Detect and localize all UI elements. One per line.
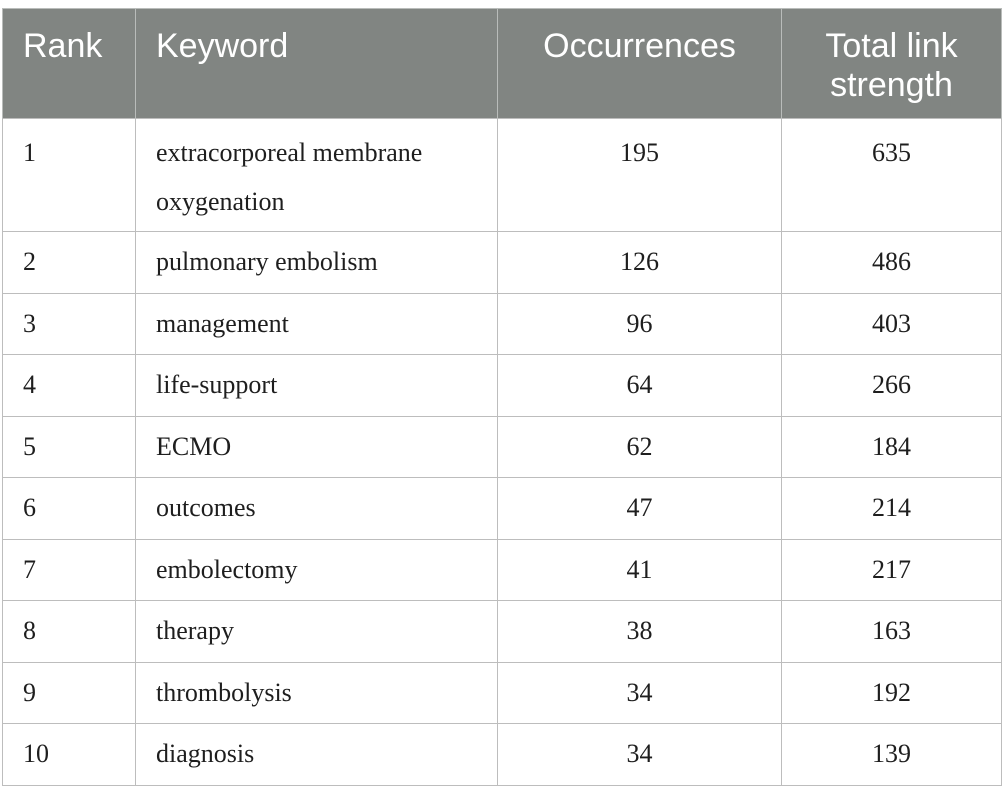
cell-total-link-strength: 139 <box>782 724 1002 786</box>
table-row <box>3 416 1002 478</box>
cell-occurrences: 126 <box>498 232 782 294</box>
cell-occurrences: 34 <box>498 724 782 786</box>
table-row <box>3 355 1002 417</box>
cell-total-link-strength: 163 <box>782 601 1002 663</box>
cell-total-link-strength: 486 <box>782 232 1002 294</box>
cell-keyword: embolectomy <box>136 539 498 601</box>
cell-total-link-strength: 184 <box>782 416 1002 478</box>
cell-total-link-strength: 214 <box>782 478 1002 540</box>
cell-keyword: life-support <box>136 355 498 417</box>
cell-occurrences: 64 <box>498 355 782 417</box>
cell-rank: 9 <box>3 662 136 724</box>
cell-occurrences: 47 <box>498 478 782 540</box>
cell-rank: 2 <box>3 232 136 294</box>
table-header <box>3 9 1002 119</box>
cell-occurrences: 34 <box>498 662 782 724</box>
cell-keyword: ECMO <box>136 416 498 478</box>
cell-total-link-strength: 217 <box>782 539 1002 601</box>
table-row <box>3 724 1002 786</box>
cell-occurrences: 41 <box>498 539 782 601</box>
cell-occurrences: 96 <box>498 293 782 355</box>
cell-keyword: therapy <box>136 601 498 663</box>
cell-rank: 7 <box>3 539 136 601</box>
keyword-table <box>2 8 1002 786</box>
cell-keyword: pulmonary embolism <box>136 232 498 294</box>
table-row <box>3 293 1002 355</box>
table-row <box>3 601 1002 663</box>
table-row <box>3 119 1002 232</box>
cell-occurrences: 62 <box>498 416 782 478</box>
cell-keyword: thrombolysis <box>136 662 498 724</box>
cell-total-link-strength: 266 <box>782 355 1002 417</box>
cell-rank: 10 <box>3 724 136 786</box>
header-keyword: Keyword <box>136 9 498 119</box>
table-row <box>3 478 1002 540</box>
cell-occurrences: 38 <box>498 601 782 663</box>
header-row <box>3 9 1002 119</box>
table-body <box>3 119 1002 786</box>
cell-occurrences: 195 <box>498 119 782 232</box>
cell-keyword: management <box>136 293 498 355</box>
cell-total-link-strength: 635 <box>782 119 1002 232</box>
cell-keyword: extracorporeal membrane oxygenation <box>136 119 498 232</box>
table-row <box>3 662 1002 724</box>
header-rank: Rank <box>3 9 136 119</box>
cell-keyword: outcomes <box>136 478 498 540</box>
cell-rank: 6 <box>3 478 136 540</box>
cell-rank: 8 <box>3 601 136 663</box>
header-total-link-strength: Total link strength <box>782 9 1002 119</box>
cell-keyword: diagnosis <box>136 724 498 786</box>
cell-rank: 4 <box>3 355 136 417</box>
header-occurrences: Occurrences <box>498 9 782 119</box>
table-row <box>3 232 1002 294</box>
table-row <box>3 539 1002 601</box>
cell-total-link-strength: 403 <box>782 293 1002 355</box>
cell-total-link-strength: 192 <box>782 662 1002 724</box>
cell-rank: 1 <box>3 119 136 232</box>
cell-rank: 5 <box>3 416 136 478</box>
cell-rank: 3 <box>3 293 136 355</box>
